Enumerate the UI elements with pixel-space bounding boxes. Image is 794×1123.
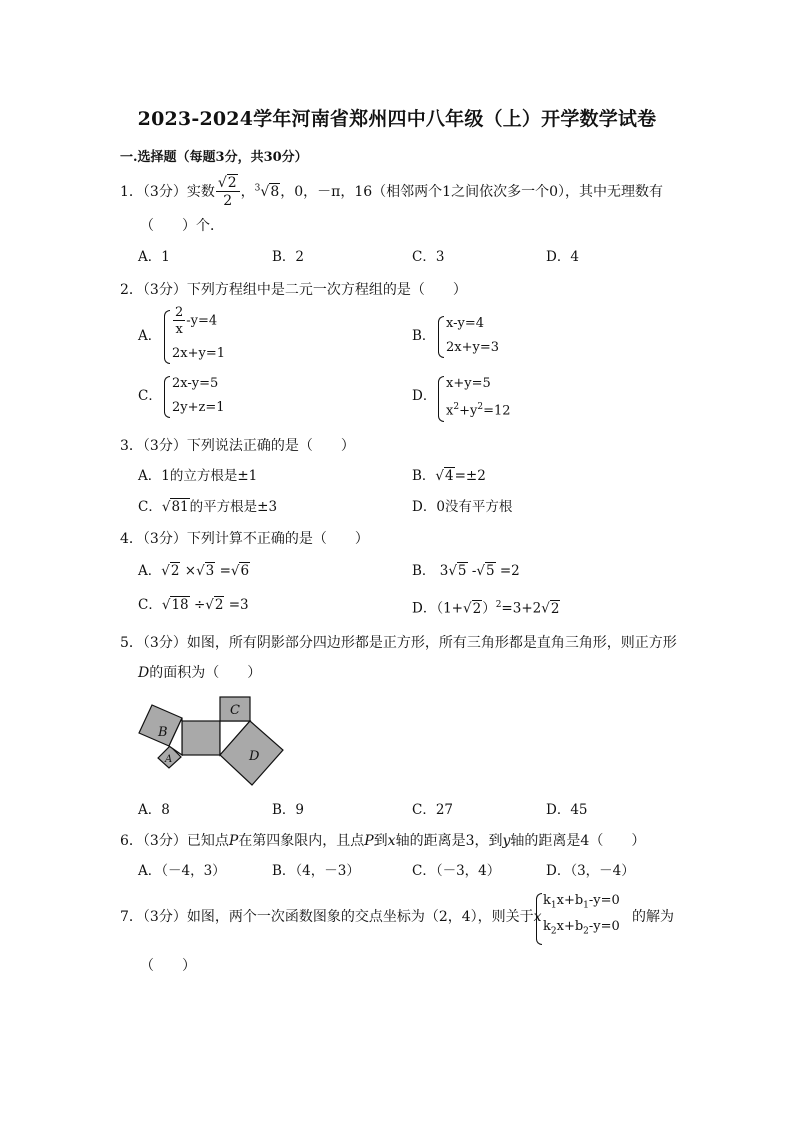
q2-c-eq1: 2x-y=5 <box>172 376 219 391</box>
q6-option-b: B．（4，－3） <box>272 863 360 879</box>
q2-a-eq1-rest: -y=4 <box>186 313 218 329</box>
q2-c-eq2: 2y+z=1 <box>172 400 225 415</box>
q7-tail: 的解为 <box>632 909 674 925</box>
q7-eq2-b-sub: 2 <box>583 926 589 937</box>
q2-option-c-label: C． <box>138 388 162 404</box>
q7-eq2-k: k <box>543 919 551 934</box>
q6-var-x: x <box>387 833 396 849</box>
q4-b-label: B． <box>412 563 436 579</box>
q4-d-mid: =3+2 <box>501 600 542 617</box>
q1-option-a: A．1 <box>138 249 170 265</box>
q6-point-p: P <box>228 833 239 849</box>
q1-cbrt-index: 3 <box>254 183 261 194</box>
q3-option-b: B．√4=±2 <box>412 468 486 484</box>
q4-d-close: ） <box>482 600 496 617</box>
q4-d-sup: 2 <box>495 600 502 610</box>
q4-a-r1: 2 <box>170 563 180 579</box>
q2-a-eq1 <box>172 306 217 336</box>
question-2-stem: 2．（3分）下列方程组中是二元一次方程组的是（ ） <box>120 282 467 298</box>
question-6-stem <box>120 831 645 851</box>
question-5-line-1: 5．（3分）如图，所有阴影部分四边形都是正方形，所有三角形都是直角三角形，则正方形 <box>120 635 677 651</box>
q4-d-open: （1+ <box>436 600 463 617</box>
q4-d-r2: 2 <box>550 600 560 617</box>
q7-brace <box>533 893 542 945</box>
q7-eq2 <box>543 919 620 937</box>
q4-option-a: A．√2 ×√3 =√6 <box>138 563 250 579</box>
q3-b-label: B． <box>412 468 436 484</box>
q1-frac-den: 2 <box>223 193 233 209</box>
q3-c-radicand: 81 <box>171 499 189 515</box>
q7-stem-text: 7．（3分）如图，两个一次函数图象的交点坐标为（2，4），则关于 <box>120 909 534 925</box>
label-d: D <box>249 749 260 764</box>
q6-p2: 在第四象限内，且点 <box>238 833 365 849</box>
q3-option-d: D．0没有平方根 <box>412 499 513 515</box>
q4-c-r2: 2 <box>214 597 224 613</box>
q2-d-eq2-sup1: 2 <box>453 402 460 412</box>
q2-d-eq1: x+y=5 <box>446 376 491 391</box>
q5-option-a: A．8 <box>138 802 170 818</box>
q3-c-label: C． <box>138 499 162 515</box>
q4-c-r1: 18 <box>171 597 189 613</box>
q7-var-x: x <box>533 909 542 925</box>
q3-c-rest: 的平方根是±3 <box>189 499 278 515</box>
q2-d-eq2 <box>446 402 511 418</box>
q4-b-op: - <box>471 563 477 579</box>
q1-cbrt-radicand: 8 <box>270 184 280 200</box>
q7-eq2-mid: x+b <box>556 919 584 934</box>
q7-eq1-k-sub: 1 <box>550 900 557 911</box>
q7-eq1-end: -y=0 <box>588 893 620 908</box>
q4-b-r2: 5 <box>485 563 495 579</box>
q3-b-radicand: 4 <box>445 468 454 484</box>
q7-eq1-b-sub: 1 <box>583 900 589 911</box>
q6-p4: 轴的距离是3，到 <box>395 833 503 849</box>
q1-option-b: B．2 <box>272 249 305 265</box>
q5-option-c: C．27 <box>412 802 454 818</box>
q2-option-d-label: D． <box>412 388 437 404</box>
q2-d-eq2-b: +y <box>459 403 478 419</box>
q1-option-d: D．4 <box>546 249 579 265</box>
q2-d-eq2-a: x <box>446 403 454 419</box>
label-c: C <box>230 703 240 718</box>
label-a: A <box>165 754 173 765</box>
q4-c-op: ÷ <box>193 597 206 613</box>
q2-option-a-label: A． <box>138 328 162 344</box>
q4-b-coef: 3 <box>439 563 449 579</box>
q1-rest: ，0，－π，16（相邻两个1之间依次多一个0），其中无理数有 <box>280 184 663 200</box>
q4-c-rest: =3 <box>228 597 249 613</box>
section-heading: 一.选择题（每题3分，共30分） <box>120 150 308 165</box>
q2-a-frac-num: 2 <box>175 305 184 320</box>
question-1-line-1: 1．（3分）实数 $\frac{√2}{2}$ ，$^3$√8，0，－π，16（相邻两个1之间依次多一个0），其中无理数有 <box>120 175 663 209</box>
q4-a-eq: = <box>219 563 231 579</box>
q6-point-p-2: P <box>364 833 374 849</box>
q6-p5: 轴的距离是4（ ） <box>510 833 646 849</box>
q1-option-c: C．3 <box>412 249 445 265</box>
q5-option-b: B．9 <box>272 802 305 818</box>
q4-d-label: D． <box>412 600 437 617</box>
q7-eq1-k: k <box>543 893 551 908</box>
q2-option-b-label: B． <box>412 328 436 344</box>
q4-a-op: × <box>184 563 197 579</box>
label-b: B <box>158 725 168 740</box>
q4-c-label: C． <box>138 597 162 613</box>
page-title: 2023-2024学年河南省郑州四中八年级（上）开学数学试卷 <box>137 108 657 130</box>
q4-option-d: D．$(1+√2)^2=3+2√2$ <box>412 600 560 617</box>
q4-a-r3: 6 <box>240 563 250 579</box>
question-4-stem: 4．（3分）下列计算不正确的是（ ） <box>120 531 369 547</box>
question-7-stem <box>120 907 542 927</box>
q6-option-d: D．（3，－4） <box>546 863 635 879</box>
q7-blank: （ ） <box>140 958 196 974</box>
q4-a-r2: 3 <box>205 563 215 579</box>
q1-frac-num: 2 <box>227 175 237 191</box>
q5-option-d: D．45 <box>546 802 588 818</box>
question-5-line-2 <box>138 663 261 683</box>
q6-var-y: y <box>502 833 511 849</box>
q2-a-eq2: 2x+y=1 <box>172 346 226 361</box>
q3-b-rest: =±2 <box>454 468 486 484</box>
q4-a-label: A． <box>138 563 162 579</box>
q2-a-frac-den: x <box>175 322 183 337</box>
q6-option-c: C．（－3，4） <box>412 863 501 879</box>
q7-eq2-k-sub: 2 <box>550 926 557 937</box>
q6-p3: 到 <box>373 833 388 849</box>
q5-line2-rest: 的面积为（ ） <box>149 665 262 681</box>
q4-d-r1: 2 <box>472 600 482 617</box>
q6-option-a: A．（－4，3） <box>138 863 226 879</box>
q1-lead: 1．（3分）实数 <box>120 184 215 200</box>
q1-fraction: $\frac{√2}{2}$ <box>216 176 240 208</box>
q7-eq1 <box>543 893 620 911</box>
pythagoras-squares-figure <box>130 688 300 798</box>
q4-option-b: B． 3√5 -√5 =2 <box>412 563 520 579</box>
q6-p1: 6．（3分）已知点 <box>120 833 229 849</box>
q3-option-c: C．√81的平方根是±3 <box>138 499 278 515</box>
q2-b-eq2: 2x+y=3 <box>446 340 500 355</box>
q2-d-eq2-sup2: 2 <box>477 402 484 412</box>
square-center <box>182 721 220 755</box>
q4-b-r1: 5 <box>457 563 467 579</box>
q7-eq1-mid: x+b <box>556 893 584 908</box>
q2-c-brace <box>164 376 170 418</box>
q2-d-eq2-c: =12 <box>483 403 511 419</box>
q2-a-brace <box>164 310 170 364</box>
q5-var-d: D <box>138 665 150 681</box>
q2-b-brace <box>438 316 444 358</box>
q2-b-eq1: x-y=4 <box>446 316 485 331</box>
q7-eq2-end: -y=0 <box>588 919 620 934</box>
question-3-stem: 3．（3分）下列说法正确的是（ ） <box>120 438 355 454</box>
question-1-line-2: （ ）个． <box>140 218 224 234</box>
q3-option-a: A．1的立方根是±1 <box>138 468 258 484</box>
q2-d-brace <box>438 376 444 422</box>
q4-b-rest: =2 <box>499 563 520 579</box>
q4-option-c: C．√18 ÷√2 =3 <box>138 597 249 613</box>
